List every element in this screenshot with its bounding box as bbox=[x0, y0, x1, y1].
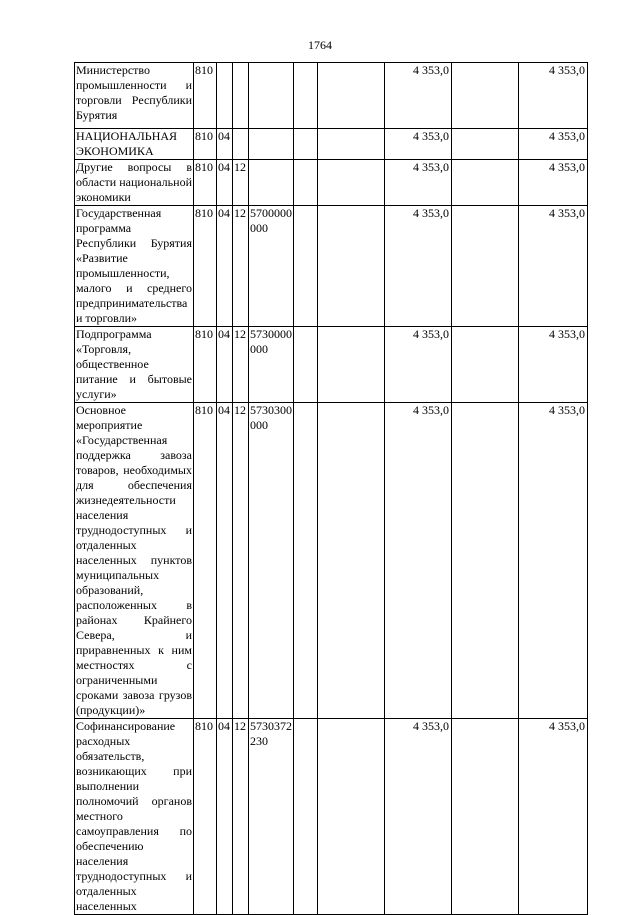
row-sum-1: 4 353,0 bbox=[385, 160, 452, 206]
row-sum-1: 4 353,0 bbox=[385, 129, 452, 160]
row-expense-type bbox=[294, 719, 318, 915]
row-sum-1: 4 353,0 bbox=[385, 206, 452, 327]
row-section: 04 bbox=[217, 719, 233, 915]
row-section: 04 bbox=[217, 327, 233, 403]
row-empty bbox=[318, 160, 385, 206]
row-empty bbox=[452, 206, 519, 327]
row-subsection bbox=[233, 129, 249, 160]
row-name: Министерство промышленности и торговли Республики Бурятия bbox=[75, 63, 194, 129]
row-expense-type bbox=[294, 129, 318, 160]
row-expense-type bbox=[294, 403, 318, 719]
row-target-article bbox=[249, 63, 294, 129]
row-grbs: 810 bbox=[194, 160, 217, 206]
row-sum-1: 4 353,0 bbox=[385, 719, 452, 915]
row-empty bbox=[452, 129, 519, 160]
table-row bbox=[75, 160, 588, 206]
row-empty bbox=[318, 719, 385, 915]
row-empty bbox=[452, 160, 519, 206]
budget-table bbox=[74, 62, 588, 915]
row-target-article bbox=[249, 160, 294, 206]
row-empty bbox=[318, 403, 385, 719]
row-empty bbox=[452, 403, 519, 719]
table-row bbox=[75, 63, 588, 129]
row-section: 04 bbox=[217, 129, 233, 160]
page-number: 1764 bbox=[308, 38, 332, 52]
row-name: Подпрограмма «Торговля, общественное питание и бытовые услуги» bbox=[76, 327, 192, 401]
row-section: 04 bbox=[217, 160, 233, 206]
row-sum-1: 4 353,0 bbox=[385, 403, 452, 719]
table-row bbox=[75, 403, 588, 719]
row-sum-2: 4 353,0 bbox=[519, 327, 588, 403]
row-empty bbox=[318, 63, 385, 129]
row-grbs: 810 bbox=[194, 327, 217, 403]
row-sum-2: 4 353,0 bbox=[519, 160, 588, 206]
table-row bbox=[75, 129, 588, 160]
row-target-article: 5700000000 bbox=[249, 206, 294, 327]
row-subsection bbox=[233, 63, 249, 129]
row-subsection: 12 bbox=[233, 206, 249, 327]
row-grbs: 810 bbox=[194, 719, 217, 915]
row-sum-2: 4 353,0 bbox=[519, 63, 588, 129]
row-section bbox=[217, 63, 233, 129]
row-grbs: 810 bbox=[194, 129, 217, 160]
row-empty bbox=[452, 63, 519, 129]
row-grbs: 810 bbox=[194, 206, 217, 327]
row-subsection: 12 bbox=[233, 160, 249, 206]
row-name: НАЦИОНАЛЬНАЯ ЭКОНОМИКА bbox=[75, 129, 194, 160]
row-target-article bbox=[249, 129, 294, 160]
table-row bbox=[75, 206, 588, 327]
row-empty bbox=[318, 129, 385, 160]
row-grbs: 810 bbox=[194, 403, 217, 719]
row-sum-1: 4 353,0 bbox=[385, 327, 452, 403]
row-empty bbox=[452, 719, 519, 915]
row-sum-1: 4 353,0 bbox=[385, 63, 452, 129]
row-empty bbox=[318, 206, 385, 327]
row-name: Основное мероприятие «Государственная поддержка завоза товаров, необходимых для обеспечения жизнедеятельности населения труднодоступных и отдаленных населенных пунктов муниципальных образований, расположенных в районах Крайнего Севера, и приравненных к ним местностях с ограниченными сроками завоза грузов (продукции)» bbox=[76, 403, 192, 717]
row-section: 04 bbox=[217, 206, 233, 327]
table-row bbox=[75, 719, 588, 915]
row-expense-type bbox=[294, 206, 318, 327]
row-subsection: 12 bbox=[233, 327, 249, 403]
row-expense-type bbox=[294, 63, 318, 129]
row-target-article: 5730300000 bbox=[249, 403, 294, 719]
row-empty bbox=[452, 327, 519, 403]
row-target-article: 5730372230 bbox=[249, 719, 294, 915]
row-name: Государственная программа Республики Бурятия «Развитие промышленности, малого и среднего предпринимательства и торговли» bbox=[76, 206, 192, 325]
row-sum-2: 4 353,0 bbox=[519, 719, 588, 915]
row-section: 04 bbox=[217, 403, 233, 719]
row-grbs: 810 bbox=[194, 63, 217, 129]
row-sum-2: 4 353,0 bbox=[519, 206, 588, 327]
row-sum-2: 4 353,0 bbox=[519, 129, 588, 160]
row-expense-type bbox=[294, 327, 318, 403]
row-target-article: 5730000000 bbox=[249, 327, 294, 403]
row-name: Другие вопросы в области национальной экономики bbox=[76, 160, 192, 204]
row-subsection: 12 bbox=[233, 719, 249, 915]
row-empty bbox=[318, 327, 385, 403]
table-row bbox=[75, 327, 588, 403]
row-sum-2: 4 353,0 bbox=[519, 403, 588, 719]
row-expense-type bbox=[294, 160, 318, 206]
row-name: Софинансирование расходных обязательств, возникающих при выполнении полномочий органов местного самоуправления по обеспечению населения труднодоступных и отдаленных населенных bbox=[76, 719, 192, 913]
row-subsection: 12 bbox=[233, 403, 249, 719]
